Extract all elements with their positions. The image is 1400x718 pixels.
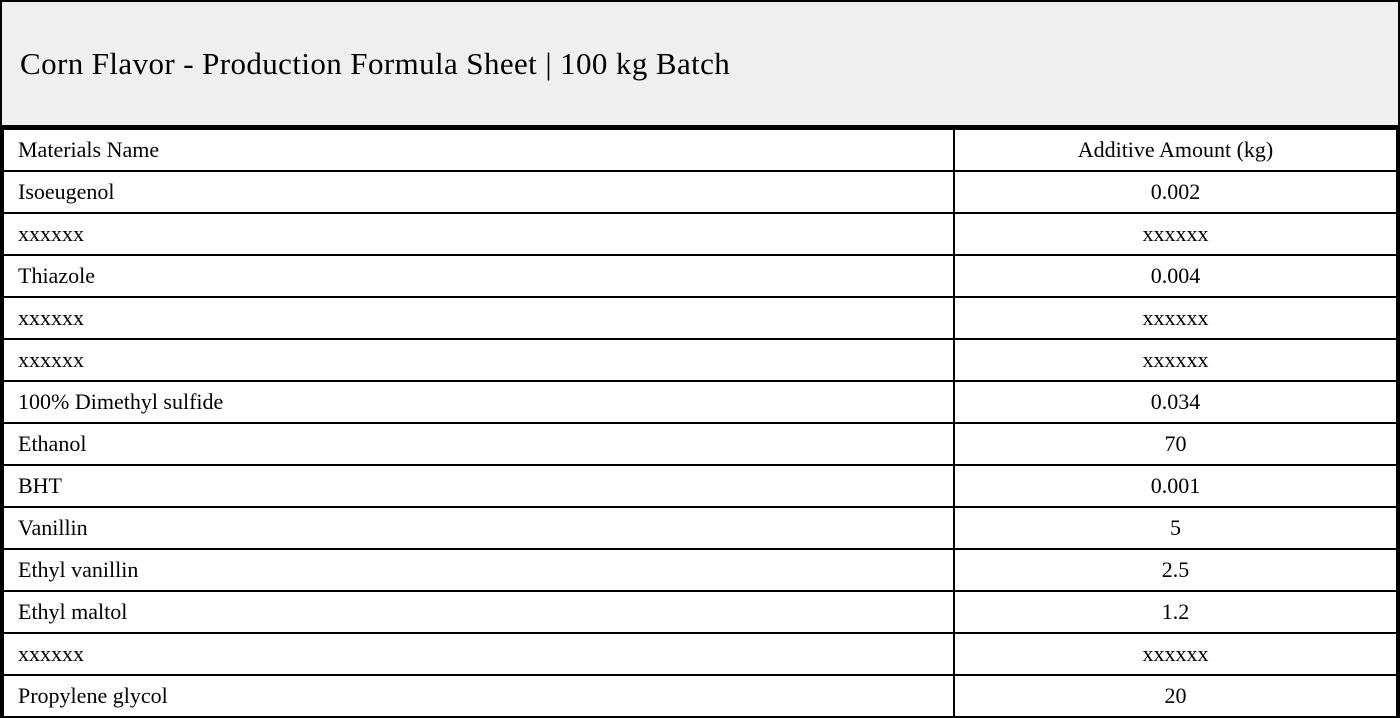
column-header-additive-amount: Additive Amount (kg) [954,129,1397,171]
amount-cell: 0.004 [954,255,1397,297]
amount-cell: xxxxxx [954,297,1397,339]
amount-cell: 5 [954,507,1397,549]
material-cell: xxxxxx [3,339,954,381]
material-cell: Propylene glycol [3,675,954,717]
amount-cell: xxxxxx [954,213,1397,255]
amount-cell: 0.002 [954,171,1397,213]
material-cell: Ethyl vanillin [3,549,954,591]
table-row [3,591,1397,633]
table-row [3,339,1397,381]
table-row [3,381,1397,423]
material-cell: Ethanol [3,423,954,465]
header-row [3,129,1397,171]
table-row [3,171,1397,213]
material-cell: xxxxxx [3,633,954,675]
table-row [3,507,1397,549]
material-cell: Thiazole [3,255,954,297]
material-cell: Isoeugenol [3,171,954,213]
table-row [3,633,1397,675]
formula-table [2,128,1398,718]
table-row [3,213,1397,255]
amount-cell: xxxxxx [954,339,1397,381]
material-cell: Vanillin [3,507,954,549]
material-cell: 100% Dimethyl sulfide [3,381,954,423]
table-row [3,549,1397,591]
amount-cell: 1.2 [954,591,1397,633]
page-title: Corn Flavor - Production Formula Sheet | 100 kg Batch [20,45,731,81]
table-row [3,675,1397,717]
table-row [3,465,1397,507]
amount-cell: 0.034 [954,381,1397,423]
title-banner [2,2,1398,128]
table-body [3,171,1397,717]
material-cell: xxxxxx [3,297,954,339]
amount-cell: xxxxxx [954,633,1397,675]
material-cell: Ethyl maltol [3,591,954,633]
table-row [3,423,1397,465]
table-header [3,129,1397,171]
table-row [3,297,1397,339]
amount-cell: 70 [954,423,1397,465]
amount-cell: 20 [954,675,1397,717]
amount-cell: 2.5 [954,549,1397,591]
material-cell: BHT [3,465,954,507]
amount-cell: 0.001 [954,465,1397,507]
table-row [3,255,1397,297]
material-cell: xxxxxx [3,213,954,255]
column-header-materials-name: Materials Name [3,129,954,171]
